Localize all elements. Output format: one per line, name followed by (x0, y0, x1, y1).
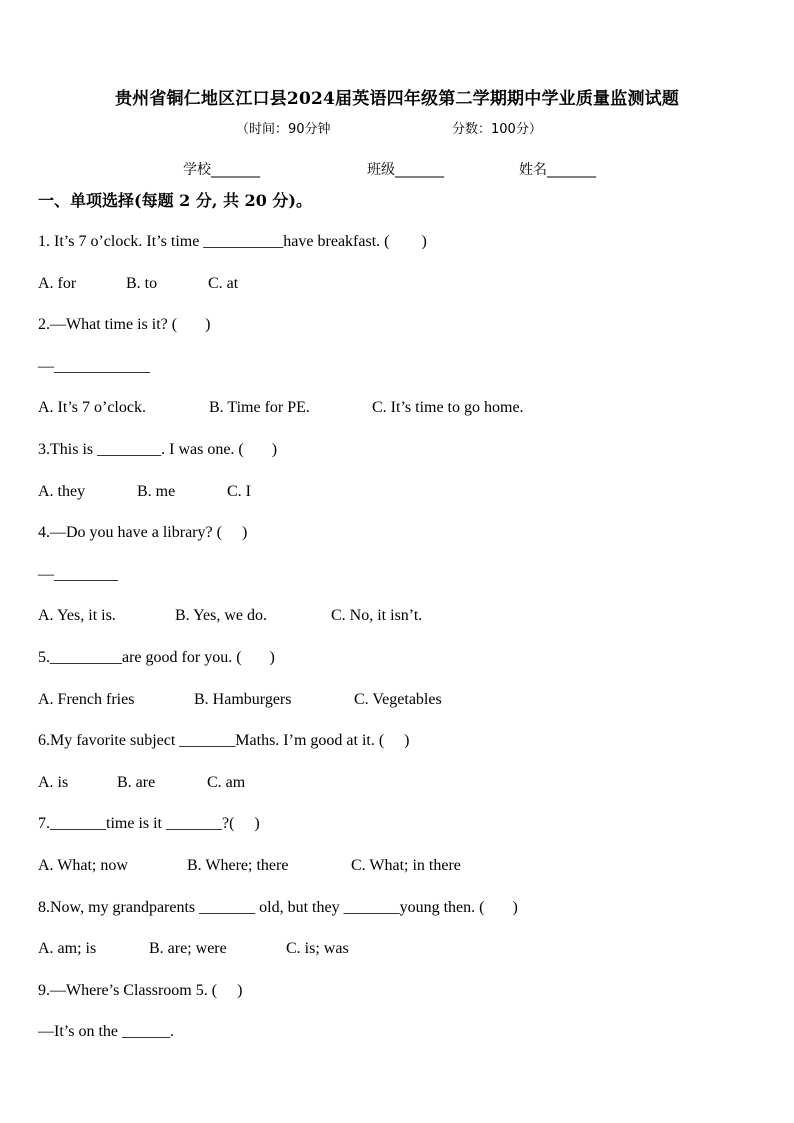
question-stem: 3.This is ________. I was one. ( ) (38, 440, 278, 458)
option-c: C. is; was (286, 940, 349, 958)
question-stem: 2.—What time is it? ( ) (38, 316, 211, 334)
exam-score: 分数：100分） (452, 122, 542, 137)
option-c: C. No, it isn’t. (331, 607, 423, 625)
option-b: B. are (117, 773, 156, 791)
question-stem: 6.My favorite subject _______Maths. I’m good at it. ( ) (38, 732, 410, 750)
option-b: B. to (126, 274, 158, 292)
class-field: 班级_______ (367, 162, 444, 178)
question-stem: 4.—Do you have a library? ( ) (38, 524, 248, 542)
option-b: B. Time for PE. (209, 399, 310, 417)
option-a: A. What; now (38, 856, 128, 874)
option-a: A. French fries (38, 690, 135, 708)
name-field: 姓名_______ (519, 162, 596, 178)
exam-time: （时间：90分钟 (236, 122, 331, 137)
option-a: A. Yes, it is. (38, 607, 116, 625)
option-a: A. is (38, 773, 69, 791)
question-stem: 7._______time is it _______?( ) (38, 815, 260, 833)
option-c: C. at (208, 274, 239, 292)
option-row (38, 271, 768, 313)
question-list (38, 229, 768, 1061)
option-b: B. Hamburgers (194, 690, 292, 708)
question-stem: 5._________are good for you. ( ) (38, 648, 275, 666)
option-b: B. me (137, 482, 176, 500)
option-row (38, 936, 768, 978)
question-stem: 9.—Where’s Classroom 5. ( ) (38, 981, 243, 999)
option-b: B. Where; there (187, 856, 289, 874)
option-b: B. are; were (149, 940, 227, 958)
option-a: A. It’s 7 o’clock. (38, 399, 146, 417)
option-row (38, 853, 768, 895)
exam-title: 贵州省铜仁地区江口县2024届英语四年级第二学期期中学业质量监测试题 (114, 89, 680, 109)
option-row (38, 687, 768, 729)
option-a: A. for (38, 274, 77, 292)
option-row (38, 770, 768, 812)
school-field: 学校_______ (183, 162, 260, 178)
answer-line: —____________ (38, 357, 150, 375)
option-b: B. Yes, we do. (175, 607, 268, 625)
option-row (38, 479, 768, 521)
section-title: 一、单项选择(每题 2 分, 共 20 分)。 (38, 191, 312, 210)
option-a: A. they (38, 482, 86, 500)
option-c: C. I (227, 482, 251, 500)
option-c: C. Vegetables (354, 690, 442, 708)
option-c: C. It’s time to go home. (372, 399, 524, 417)
question-stem: 1. It’s 7 o’clock. It’s time __________have breakfast. ( ) (38, 233, 427, 250)
option-a: A. am; is (38, 940, 97, 958)
answer-line: —________ (38, 565, 118, 583)
option-row (38, 395, 768, 437)
answer-line: —It’s on the ______. (38, 1023, 174, 1041)
option-c: C. am (207, 773, 246, 791)
question-stem: 8.Now, my grandparents _______ old, but they _______young then. ( ) (38, 898, 518, 916)
option-row (38, 603, 768, 645)
option-c: C. What; in there (351, 856, 461, 874)
